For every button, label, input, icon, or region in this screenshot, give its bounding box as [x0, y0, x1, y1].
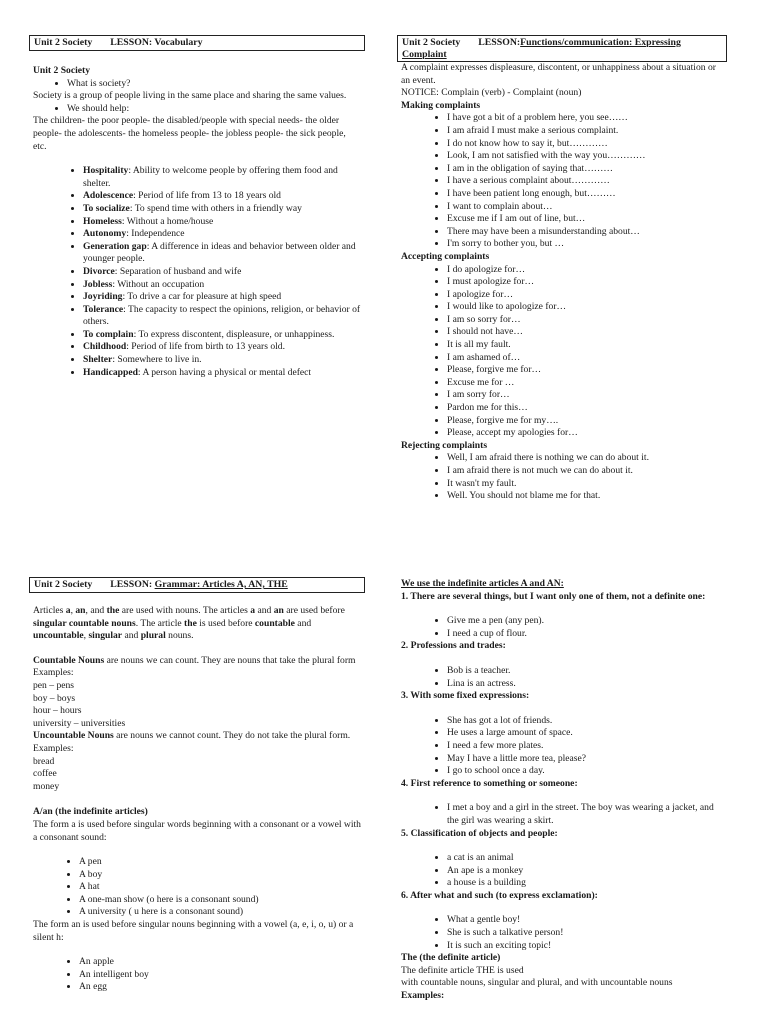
- an-example-item: • An apple: [79, 956, 361, 969]
- header-unit: Unit 2 Society: [402, 37, 461, 48]
- grammar-header: [29, 577, 365, 593]
- accepting-complaints-title: Accepting complaints: [401, 250, 490, 262]
- countable-example: hour – hours: [33, 705, 82, 717]
- uncountable-example: coffee: [33, 768, 57, 780]
- rejecting-complaint-item: • Well. You should not blame me for that.: [447, 490, 723, 503]
- accepting-complaints-list: [401, 264, 723, 440]
- making-complaint-item: • I'm sorry to bother you, but …: [447, 238, 723, 251]
- usage-example-item: • I need a cup of flour.: [447, 628, 723, 641]
- making-complaint-item: • I have a serious complaint about…………: [447, 175, 723, 188]
- header-lesson: LESSON: Vocabulary: [110, 37, 203, 48]
- rule-5-examples: [401, 852, 723, 890]
- uncountable-nouns-text: Uncountable Nouns are nouns we cannot count. They do not take the plural form.: [33, 730, 351, 742]
- a-examples-list: [33, 856, 361, 919]
- vocab-item: • Hospitality: Ability to welcome people by offering them food and shelter.: [83, 165, 361, 190]
- uncountable-example: bread: [33, 755, 55, 767]
- usage-example-item: • An ape is a monkey: [447, 865, 723, 878]
- rule-2-title: 2. Professions and trades:: [401, 640, 506, 652]
- rule-3-examples: [401, 715, 723, 778]
- rule-4-examples: [401, 802, 723, 827]
- accepting-complaint-item: • I apologize for…: [447, 289, 723, 302]
- usage-example-item: • She has got a lot of friends.: [447, 715, 723, 728]
- society-definition: Society is a group of people living in the same place and sharing the same values.: [33, 90, 347, 102]
- accepting-complaint-item: • I am sorry for…: [447, 389, 723, 402]
- accepting-complaint-item: • Please, forgive me for…: [447, 364, 723, 377]
- accepting-complaint-item: • I am ashamed of…: [447, 352, 723, 365]
- definite-article-title: The (the definite article): [401, 952, 501, 964]
- making-complaint-item: • I am afraid I must make a serious complaint.: [447, 125, 723, 138]
- making-complaint-item: • I am in the obligation of saying that………: [447, 163, 723, 176]
- countable-example: university – universities: [33, 717, 126, 729]
- vocab-item: • Homeless: Without a home/house: [83, 216, 361, 229]
- an-examples-list: [33, 956, 361, 994]
- making-complaint-item: • Excuse me if I am out of line, but…: [447, 213, 723, 226]
- usage-example-item: • Lina is an actress.: [447, 678, 723, 691]
- examples-label: Examples:: [401, 990, 445, 1002]
- countable-example: pen – pens: [33, 679, 75, 691]
- vocab-item: • Generation gap: A difference in ideas and behavior between older and younger people.: [83, 241, 361, 266]
- form-an-rule: The form an is used before singular nouns beginning with a vowel (a, e, i, o, u) or a silent h:: [33, 919, 354, 943]
- making-complaint-item: • There may have been a misunderstanding about…: [447, 226, 723, 239]
- countable-example: boy – boys: [33, 692, 76, 704]
- question-what-is-society: • What is society?: [67, 78, 361, 91]
- usage-example-item: • I met a boy and a girl in the street. The boy was wearing a jacket, and the girl was wearing a skirt.: [447, 802, 723, 827]
- articles-intro: Articles a, an, and the are used with nouns. The articles a and an are used before singular countable nouns. The article the is used before countable and uncountable, singular and plural nouns.: [33, 605, 345, 642]
- rule-2-examples: [401, 665, 723, 690]
- accepting-complaint-item: • Excuse me for …: [447, 377, 723, 390]
- rule-5-title: 5. Classification of objects and people:: [401, 827, 558, 839]
- a-example-item: • A university ( u here is a consonant sound): [79, 906, 361, 919]
- usage-example-item: • It is such an exciting topic!: [447, 940, 723, 953]
- examples-label: Examples:: [33, 667, 74, 679]
- question-we-should-help: • We should help:: [67, 103, 361, 116]
- accepting-complaint-item: • I should not have…: [447, 326, 723, 339]
- accepting-complaint-item: • I do apologize for…: [447, 264, 723, 277]
- countable-examples: [33, 680, 361, 730]
- usage-example-item: • I go to school once a day.: [447, 765, 723, 778]
- examples-label: Examples:: [33, 742, 74, 754]
- usage-example-item: • She is such a talkative person!: [447, 927, 723, 940]
- section-title: Unit 2 Society: [33, 65, 91, 76]
- vocab-item: • Autonomy: Independence: [83, 228, 361, 241]
- rejecting-complaint-item: • I am afraid there is not much we can do about it.: [447, 465, 723, 478]
- usage-example-item: • May I have a little more tea, please?: [447, 753, 723, 766]
- grammar-section: [29, 577, 365, 994]
- accepting-complaint-item: • I am so sorry for…: [447, 314, 723, 327]
- definite-article-text-1: The definite article THE is used: [401, 964, 524, 976]
- making-complaint-item: • I do not know how to say it, but…………: [447, 138, 723, 151]
- usage-example-item: • I need a few more plates.: [447, 740, 723, 753]
- vocab-item: • Shelter: Somewhere to live in.: [83, 354, 361, 367]
- a-example-item: • A boy: [79, 869, 361, 882]
- usage-example-item: • Bob is a teacher.: [447, 665, 723, 678]
- making-complaint-item: • I want to complain about…: [447, 201, 723, 214]
- uncountable-example: money: [33, 780, 60, 792]
- header-lesson-prefix: LESSON:: [110, 579, 153, 590]
- complaint-notice: NOTICE: Complain (verb) - Complaint (noun): [401, 87, 582, 99]
- uncountable-examples: [33, 756, 361, 794]
- rule-6-examples: [401, 914, 723, 952]
- indefinite-usage-section: [397, 578, 727, 1003]
- vocab-item: • Jobless: Without an occupation: [83, 279, 361, 292]
- countable-nouns-text: Countable Nouns are nouns we can count. They are nouns that take the plural form: [33, 654, 356, 666]
- usage-example-item: • a cat is an animal: [447, 852, 723, 865]
- complaint-intro: A complaint expresses displeasure, discontent, or unhappiness about a situation or an event.: [401, 62, 716, 86]
- accepting-complaint-item: • I must apologize for…: [447, 276, 723, 289]
- usage-example-item: • What a gentle boy!: [447, 914, 723, 927]
- accepting-complaint-item: • Pardon me for this…: [447, 402, 723, 415]
- complaint-header: [397, 35, 727, 62]
- header-unit: Unit 2 Society: [34, 579, 93, 590]
- vocab-item: • To complain: To express discontent, displeasure, or unhappiness.: [83, 329, 361, 342]
- indefinite-usage-title: We use the indefinite articles A and AN:: [401, 578, 564, 589]
- rejecting-complaints-title: Rejecting complaints: [401, 439, 488, 451]
- definite-article-text-2: with countable nouns, singular and plural, and with uncountable nouns: [401, 977, 673, 989]
- an-example-item: • An intelligent boy: [79, 969, 361, 982]
- vocabulary-list: [33, 165, 361, 379]
- rejecting-complaints-list: [401, 452, 723, 502]
- complaint-section: [397, 35, 727, 503]
- vocab-item: • Childhood: Period of life from birth to 13 years old.: [83, 341, 361, 354]
- making-complaint-item: • I have got a bit of a problem here, you see……: [447, 112, 723, 125]
- a-example-item: • A one-man show (o here is a consonant sound): [79, 894, 361, 907]
- header-lesson-prefix: LESSON:: [478, 37, 521, 48]
- usage-example-item: • a house is a building: [447, 877, 723, 890]
- vocab-item: • To socialize: To spend time with others in a friendly way: [83, 203, 361, 216]
- rule-6-title: 6. After what and such (to express exclamation):: [401, 889, 598, 901]
- a-example-item: • A pen: [79, 856, 361, 869]
- rejecting-complaint-item: • It wasn't my fault.: [447, 478, 723, 491]
- vocab-item: • Handicapped: A person having a physical or mental defect: [83, 367, 361, 380]
- vocab-item: • Divorce: Separation of husband and wife: [83, 266, 361, 279]
- accepting-complaint-item: • It is all my fault.: [447, 339, 723, 352]
- rule-1-examples: [401, 615, 723, 640]
- accepting-complaint-item: • Please, forgive me for my….: [447, 415, 723, 428]
- header-lesson: Functions/communication: Expressing Complaint: [402, 37, 681, 60]
- making-complaints-title: Making complaints: [401, 99, 481, 111]
- accepting-complaint-item: • I would like to apologize for…: [447, 301, 723, 314]
- help-list-text: The children- the poor people- the disabled/people with special needs- the older people- the adolescents- the homeless people- the jobless people- the sick people, etc.: [33, 115, 346, 152]
- header-lesson: Grammar: Articles A, AN, THE: [154, 579, 288, 590]
- an-example-item: • An egg: [79, 981, 361, 994]
- a-example-item: • A hat: [79, 881, 361, 894]
- vocab-item: • Tolerance: The capacity to respect the opinions, religion, or behavior of others.: [83, 304, 361, 329]
- rejecting-complaint-item: • Well, I am afraid there is nothing we can do about it.: [447, 452, 723, 465]
- usage-example-item: • He uses a large amount of space.: [447, 727, 723, 740]
- rule-3-title: 3. With some fixed expressions:: [401, 690, 530, 702]
- vocab-item: • Adolescence: Period of life from 13 to 18 years old: [83, 190, 361, 203]
- header-unit: Unit 2 Society: [34, 37, 93, 48]
- accepting-complaint-item: • Please, accept my apologies for…: [447, 427, 723, 440]
- rule-1-title: 1. There are several things, but I want only one of them, not a definite one:: [401, 590, 706, 602]
- rule-4-title: 4. First reference to something or someone:: [401, 777, 578, 789]
- making-complaints-list: [401, 112, 723, 251]
- usage-example-item: • Give me a pen (any pen).: [447, 615, 723, 628]
- vocab-item: • Joyriding: To drive a car for pleasure at high speed: [83, 291, 361, 304]
- making-complaint-item: • I have been patient long enough, but………: [447, 188, 723, 201]
- vocabulary-section: [29, 35, 365, 379]
- making-complaint-item: • Look, I am not satisfied with the way you…………: [447, 150, 723, 163]
- vocabulary-header: [29, 35, 365, 51]
- form-a-rule: The form a is used before singular words beginning with a consonant or a vowel with a consonant sound:: [33, 818, 361, 843]
- indefinite-articles-title: A/an (the indefinite articles): [33, 806, 148, 818]
